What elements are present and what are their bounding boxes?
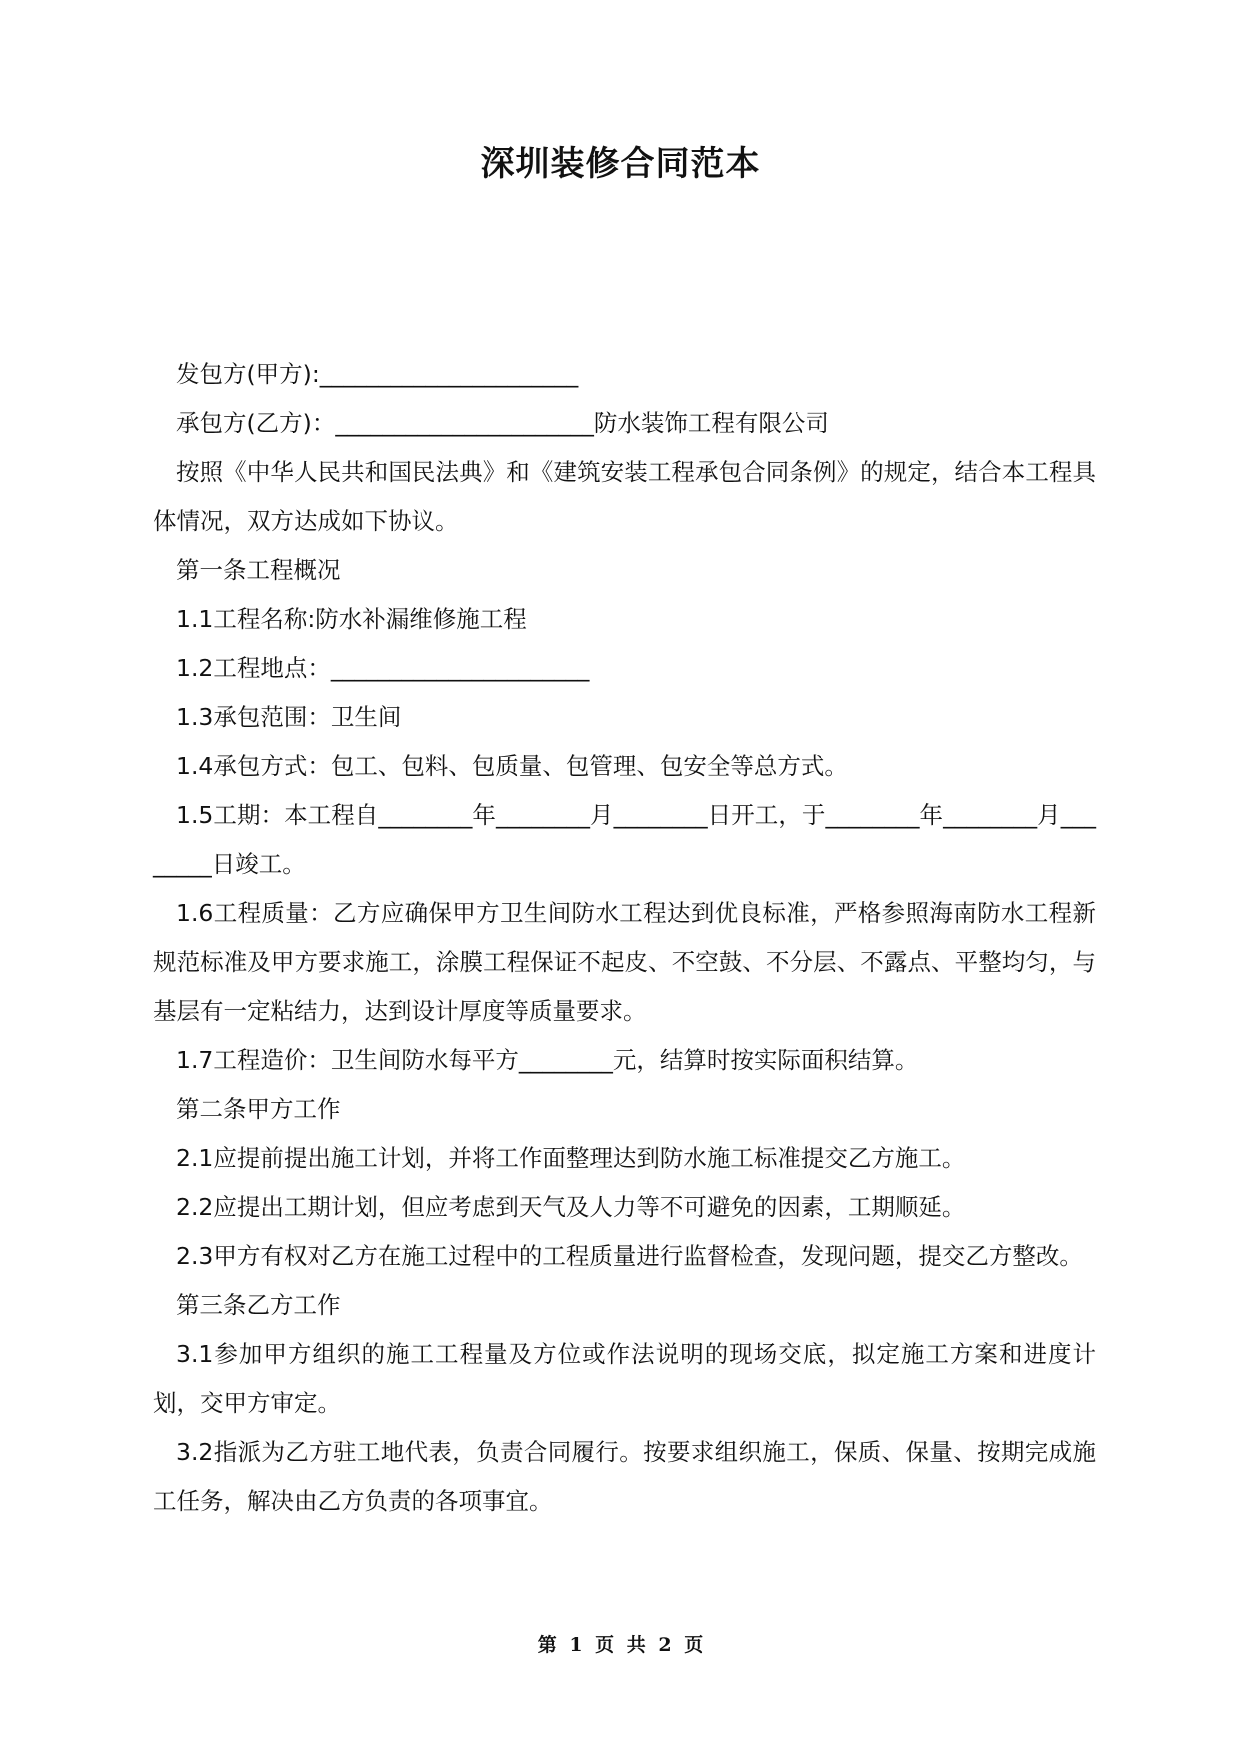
article-1-heading: 第一条工程概况 [176,556,341,584]
party-b-line: 承包方(乙方)：______________________防水装饰工程有限公司 [176,409,829,437]
article-3-heading: 第三条乙方工作 [176,1291,341,1319]
clause-2-1: 2.1应提前提出施工计划，并将工作面整理达到防水施工标准提交乙方施工。 [176,1144,966,1172]
clause-1-2: 1.2工程地点：______________________ [176,654,590,682]
clause-1-5: 1.5工期：本工程自________年________月________日开工，于________年________月________日竣工。 [153,801,1096,878]
clause-1-4: 1.4承包方式：包工、包料、包质量、包管理、包安全等总方式。 [176,752,848,780]
clause-1-1: 1.1工程名称:防水补漏维修施工程 [176,605,527,633]
clause-2-3: 2.3甲方有权对乙方在施工过程中的工程质量进行监督检查，发现问题，提交乙方整改。 [176,1242,1083,1270]
article-2-heading: 第二条甲方工作 [176,1095,341,1123]
party-a-line: 发包方(甲方):______________________ [176,360,579,388]
clause-2-2: 2.2应提出工期计划，但应考虑到天气及人力等不可避免的因素，工期顺延。 [176,1193,966,1221]
clause-3-1: 3.1参加甲方组织的施工工程量及方位或作法说明的现场交底，拟定施工方案和进度计划，交甲方审定。 [153,1340,1096,1417]
clause-3-2: 3.2指派为乙方驻工地代表，负责合同履行。按要求组织施工，保质、保量、按期完成施工任务，解决由乙方负责的各项事宜。 [153,1438,1096,1515]
document-title: 深圳装修合同范本 [480,144,761,184]
page-number-footer: 第 1 页 共 2 页 [537,1634,704,1656]
clause-1-3: 1.3承包范围：卫生间 [176,703,402,731]
clause-1-7: 1.7工程造价：卫生间防水每平方________元，结算时按实际面积结算。 [176,1046,919,1074]
clause-1-6: 1.6工程质量：乙方应确保甲方卫生间防水工程达到优良标准，严格参照海南防水工程新规范标准及甲方要求施工，涂膜工程保证不起皮、不空鼓、不分层、不露点、平整均匀，与基层有一定粘结力，达到设计厚度等质量要求。 [153,899,1096,1025]
preamble-paragraph: 按照《中华人民共和国民法典》和《建筑安装工程承包合同条例》的规定，结合本工程具体情况，双方达成如下协议。 [153,458,1096,535]
contract-body [153,350,1096,1526]
